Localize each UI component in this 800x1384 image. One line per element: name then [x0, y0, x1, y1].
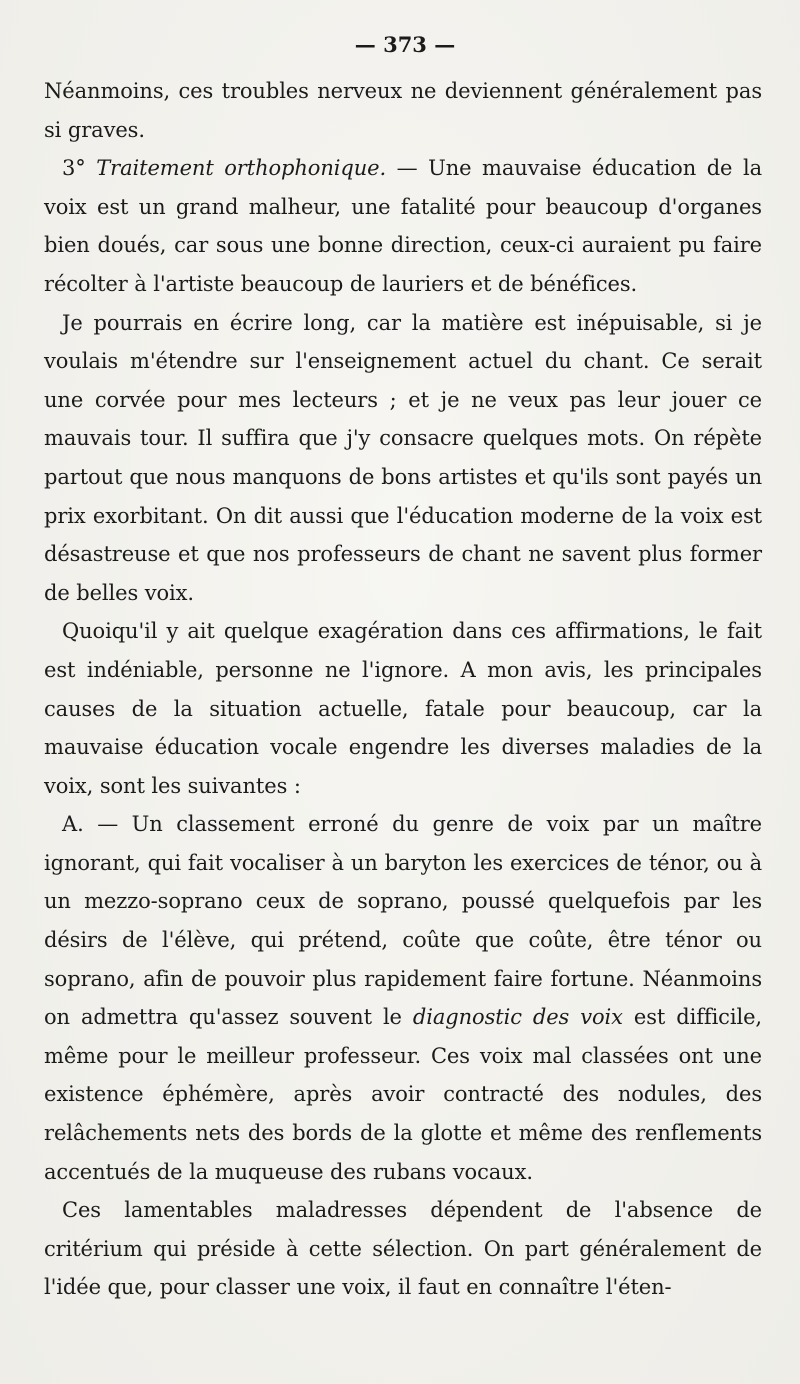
paragraph-maladresses	[44, 1191, 762, 1307]
paragraph-traitement-orthophonique	[44, 149, 762, 303]
italic-term: diagnostic des voix	[412, 1005, 623, 1030]
page-number: — 373 —	[354, 32, 456, 57]
page-body	[44, 72, 762, 1307]
text-segment: est difficile, même pour le meilleur professeur. Ces voix mal classées ont une existence éphémère, après avoir contracté des nodules, des relâchements nets des bords de la glotte et même des renflements accentués de la muqueuse des rubans vocaux.	[44, 1005, 762, 1184]
text-segment: Néanmoins, ces troubles nerveux ne deviennent généralement pas si graves.	[44, 79, 762, 142]
paragraph-troubles-nerveux	[44, 72, 762, 149]
text-segment: Quoiqu'il y ait quelque exagération dans ces affirmations, le fait est indéniable, personne ne l'ignore. A mon avis, les principales causes de la situation actuelle, fatale pour beaucoup, car la mauvaise éducation vocale engendre les diverses maladies de la voix, sont les suivantes :	[44, 619, 762, 798]
text-segment: 3°	[62, 156, 97, 181]
paragraph-affirmations	[44, 612, 762, 805]
section-heading-italic: Traitement orthophonique.	[96, 156, 387, 181]
text-segment: Ces lamentables maladresses dépendent de l'absence de critérium qui préside à cette sélection. On part généralement de l'idée que, pour classer une voix, il faut en connaître l'éten-	[44, 1198, 762, 1300]
text-segment: — Une mauvaise éducation de la voix est un grand malheur, une fatalité pour beaucoup d'organes bien doués, car sous une bonne direction, ceux-ci auraient pu faire récolter à l'artiste beaucoup de lauriers et de bénéfices.	[44, 156, 762, 296]
paragraph-enseignement-chant	[44, 304, 762, 613]
paragraph-classement-errone	[44, 805, 762, 1191]
text-segment: Je pourrais en écrire long, car la matière est inépuisable, si je voulais m'étendre sur l'enseignement actuel du chant. Ce serait une corvée pour mes lecteurs ; et je ne veux pas leur jouer ce mauvais tour. Il suffira que j'y consacre quelques mots. On répète partout que nous manquons de bons artistes et qu'ils sont payés un prix exorbitant. On dit aussi que l'éducation moderne de la voix est désastreuse et que nos professeurs de chant ne savent plus former de belles voix.	[44, 310, 762, 605]
text-segment: A. — Un classement erroné du genre de voix par un maître ignorant, qui fait vocaliser à un baryton les exercices de ténor, ou à un mezzo-soprano ceux de soprano, poussé quelquefois par les désirs de l'élève, qui prétend, coûte que coûte, être ténor ou soprano, afin de pouvoir plus rapidement faire fortune. Néanmoins on admettra qu'assez souvent le	[44, 812, 762, 1030]
